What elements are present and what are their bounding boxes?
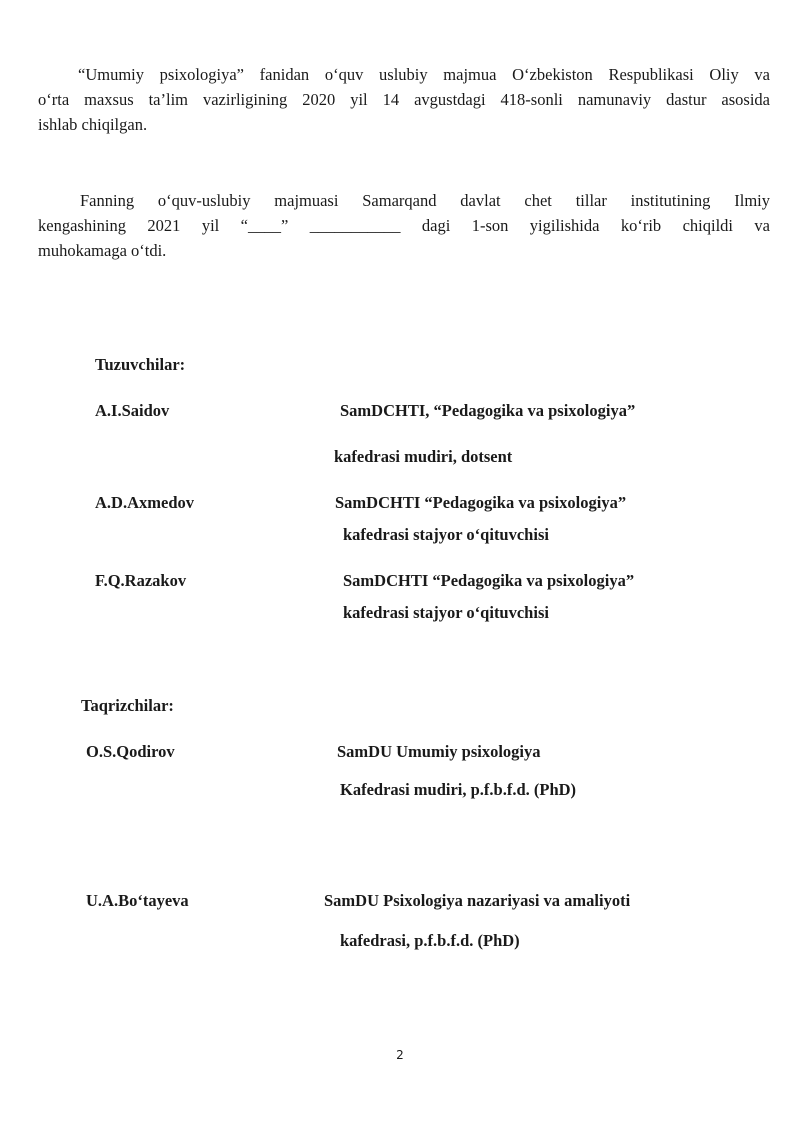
compiler-position: kafedrasi stajyor o‘qituvchisi [343,603,549,622]
approval-line-2: kengashining 2021 yil “____” ___________ dagi 1-son yigilishida ko‘rib chiqildi va [38,216,770,235]
intro-line-3: ishlab chiqilgan. [38,115,148,134]
compiler-name: F.Q.Razakov [95,571,187,590]
reviewer-name: O.S.Qodirov [86,742,175,761]
reviewer-name: U.A.Bo‘tayeva [86,891,189,910]
compiler-name: A.I.Saidov [95,401,170,420]
compiler-affiliation: SamDCHTI “Pedagogika va psixologiya” [335,493,627,512]
compilers-heading: Tuzuvchilar: [95,355,186,374]
intro-line-1: “Umumiy psixologiya” fanidan o‘quv uslubiy majmua O‘zbekiston Respublikasi Oliy va [78,65,770,84]
compiler-position: kafedrasi mudiri, dotsent [334,447,513,466]
reviewer-position: kafedrasi, p.f.b.f.d. (PhD) [340,931,520,950]
approval-line-1: Fanning o‘quv-uslubiy majmuasi Samarqand davlat chet tillar institutining Ilmiy [80,191,770,210]
intro-line-2: o‘rta maxsus ta’lim vazirligining 2020 yil 14 avgustdagi 418-sonli namunaviy dastur asosida [38,90,770,109]
reviewer-affiliation: SamDU Psixologiya nazariyasi va amaliyoti [324,891,631,910]
reviewer-affiliation: SamDU Umumiy psixologiya [337,742,541,761]
reviewer-position: Kafedrasi mudiri, p.f.b.f.d. (PhD) [340,780,577,799]
compiler-affiliation: SamDCHTI “Pedagogika va psixologiya” [343,571,635,590]
reviewers-heading: Taqrizchilar: [81,696,174,715]
page-number: 2 [396,1048,404,1062]
approval-line-3: muhokamaga o‘tdi. [38,241,167,260]
approval-paragraph [38,188,770,263]
compiler-position: kafedrasi stajyor o‘qituvchisi [343,525,549,544]
compiler-name: A.D.Axmedov [95,493,194,512]
intro-paragraph [38,62,770,137]
compiler-affiliation: SamDCHTI, “Pedagogika va psixologiya” [340,401,636,420]
